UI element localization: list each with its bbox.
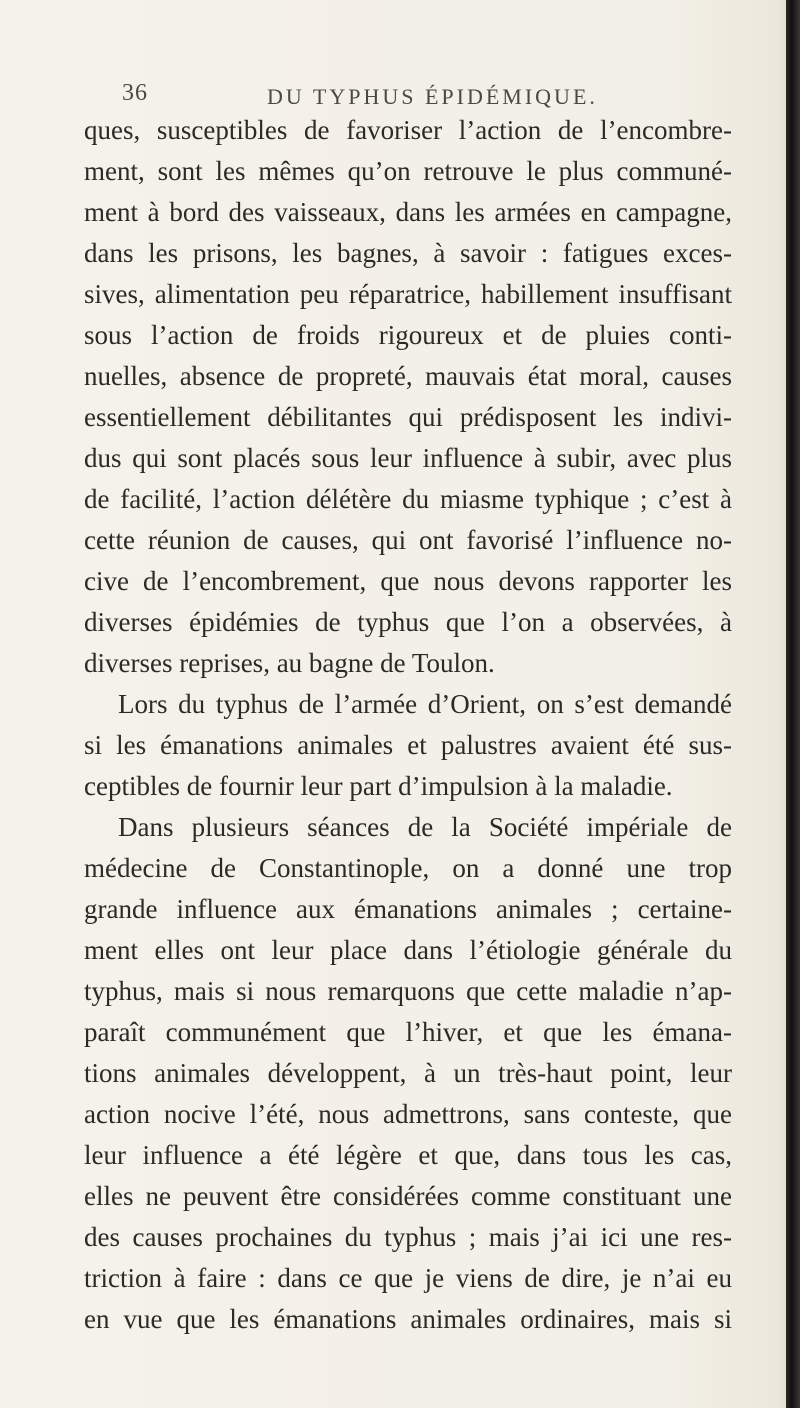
text-line: ques, susceptibles de favoriser l’action de l’encombre- [84,115,732,145]
text-line-paragraph-start: Lors du typhus de l’armée d’Orient, on s’est demandé [118,689,732,719]
text-line: triction à faire : dans ce que je viens de dire, je n’ai eu [84,1263,732,1293]
text-line-paragraph-start: Dans plusieurs séances de la Société impériale de [118,812,732,842]
text-line: cive de l’encombrement, que nous devons rapporter les [84,566,732,596]
text-line: dans les prisons, les bagnes, à savoir : fatigues exces- [84,238,732,268]
text-line: elles ne peuvent être considérées comme constituant une [84,1181,732,1211]
text-line: ment, sont les mêmes qu’on retrouve le plus communé- [84,156,732,186]
text-line-paragraph-end: diverses reprises, au bagne de Toulon. [84,648,495,678]
text-line-paragraph-end: ceptibles de fournir leur part d’impulsion à la maladie. [84,771,673,801]
text-line: grande influence aux émanations animales ; certaine- [84,894,732,924]
text-line: ment elles ont leur place dans l’étiologie générale du [84,935,732,965]
page-edge-shadow [786,0,800,1408]
text-line: médecine de Constantinople, on a donné une trop [84,853,732,883]
text-line: essentiellement débilitantes qui prédisposent les indivi- [84,402,732,432]
text-line: sous l’action de froids rigoureux et de pluies conti- [84,320,732,350]
text-line: tions animales développent, à un très-haut point, leur [84,1058,732,1088]
text-line: nuelles, absence de propreté, mauvais état moral, causes [84,361,732,391]
text-line: des causes prochaines du typhus ; mais j’ai ici une res- [84,1222,732,1252]
text-line: typhus, mais si nous remarquons que cette maladie n’ap- [84,976,732,1006]
text-line: dus qui sont placés sous leur influence à subir, avec plus [84,443,732,473]
text-line: paraît communément que l’hiver, et que les émana- [84,1017,732,1047]
text-line: cette réunion de causes, qui ont favorisé l’influence no- [84,525,732,555]
body-text [84,110,732,1340]
text-line: action nocive l’été, nous admettrons, sans conteste, que [84,1099,732,1129]
text-line: ment à bord des vaisseaux, dans les armées en campagne, [84,197,732,227]
text-line: en vue que les émanations animales ordinaires, mais si [84,1304,732,1334]
page-number: 36 [122,80,148,106]
running-head: DU TYPHUS ÉPIDÉMIQUE. [267,84,598,109]
text-line: si les émanations animales et palustres avaient été sus- [84,730,732,760]
text-line: de facilité, l’action délétère du miasme typhique ; c’est à [84,484,732,514]
text-line: diverses épidémies de typhus que l’on a observées, à [84,607,732,637]
text-line: sives, alimentation peu réparatrice, habillement insuffisant [84,279,732,309]
page-header [122,80,732,110]
text-line: leur influence a été légère et que, dans tous les cas, [84,1140,732,1170]
